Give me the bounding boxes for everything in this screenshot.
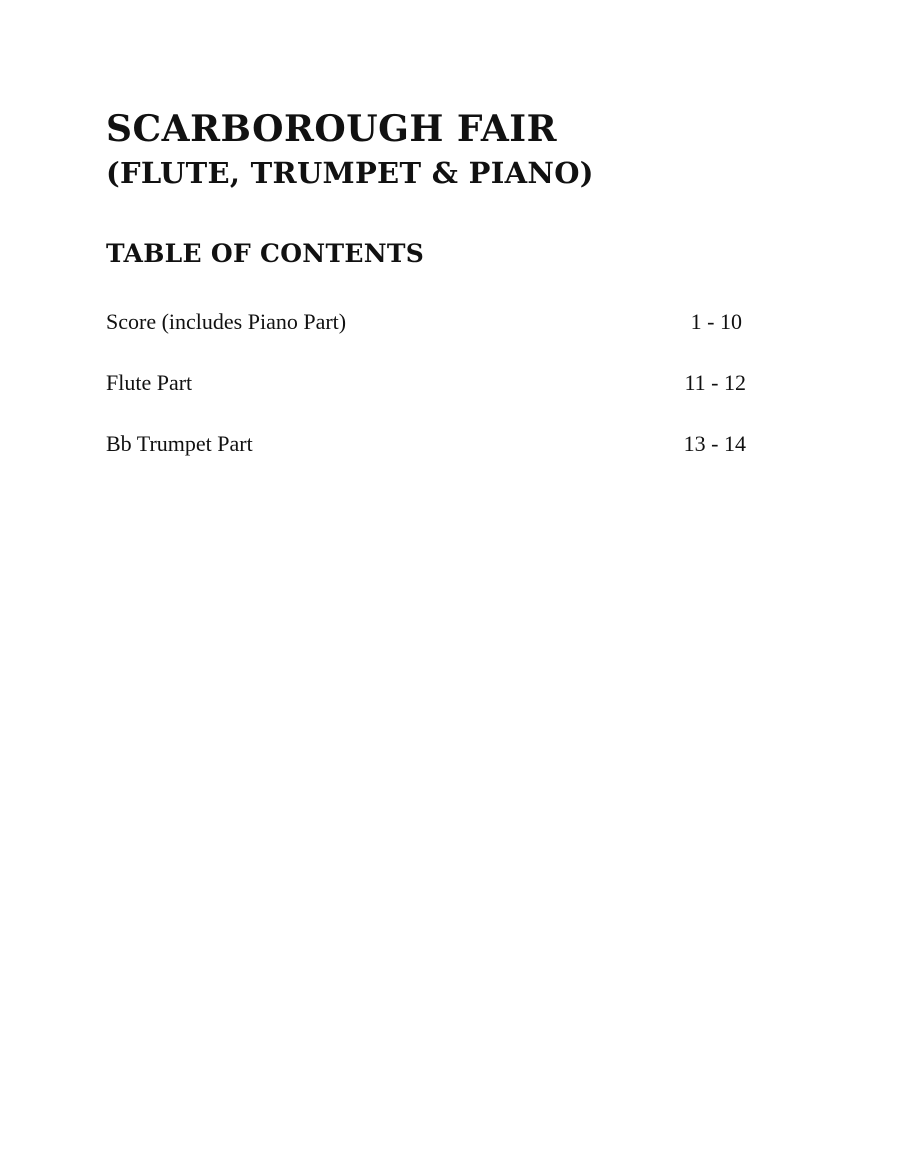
toc-heading: TABLE OF CONTENTS [106, 239, 425, 268]
toc-entry [106, 368, 746, 398]
toc-entry [106, 307, 746, 337]
document-subtitle: (FLUTE, TRUMPET & PIANO) [106, 156, 594, 190]
document-title: SCARBOROUGH FAIR [106, 108, 558, 150]
toc-entry-pages: 11 - 12 [684, 370, 746, 395]
toc-entry-label: Bb Trumpet Part [106, 431, 253, 456]
toc-entry [106, 429, 746, 459]
toc-entry-label: Score (includes Piano Part) [106, 309, 347, 334]
toc-entry-pages: 13 - 14 [683, 431, 746, 456]
toc-entry-pages: 1 - 10 [690, 309, 742, 334]
toc-entry-label: Flute Part [106, 370, 193, 395]
